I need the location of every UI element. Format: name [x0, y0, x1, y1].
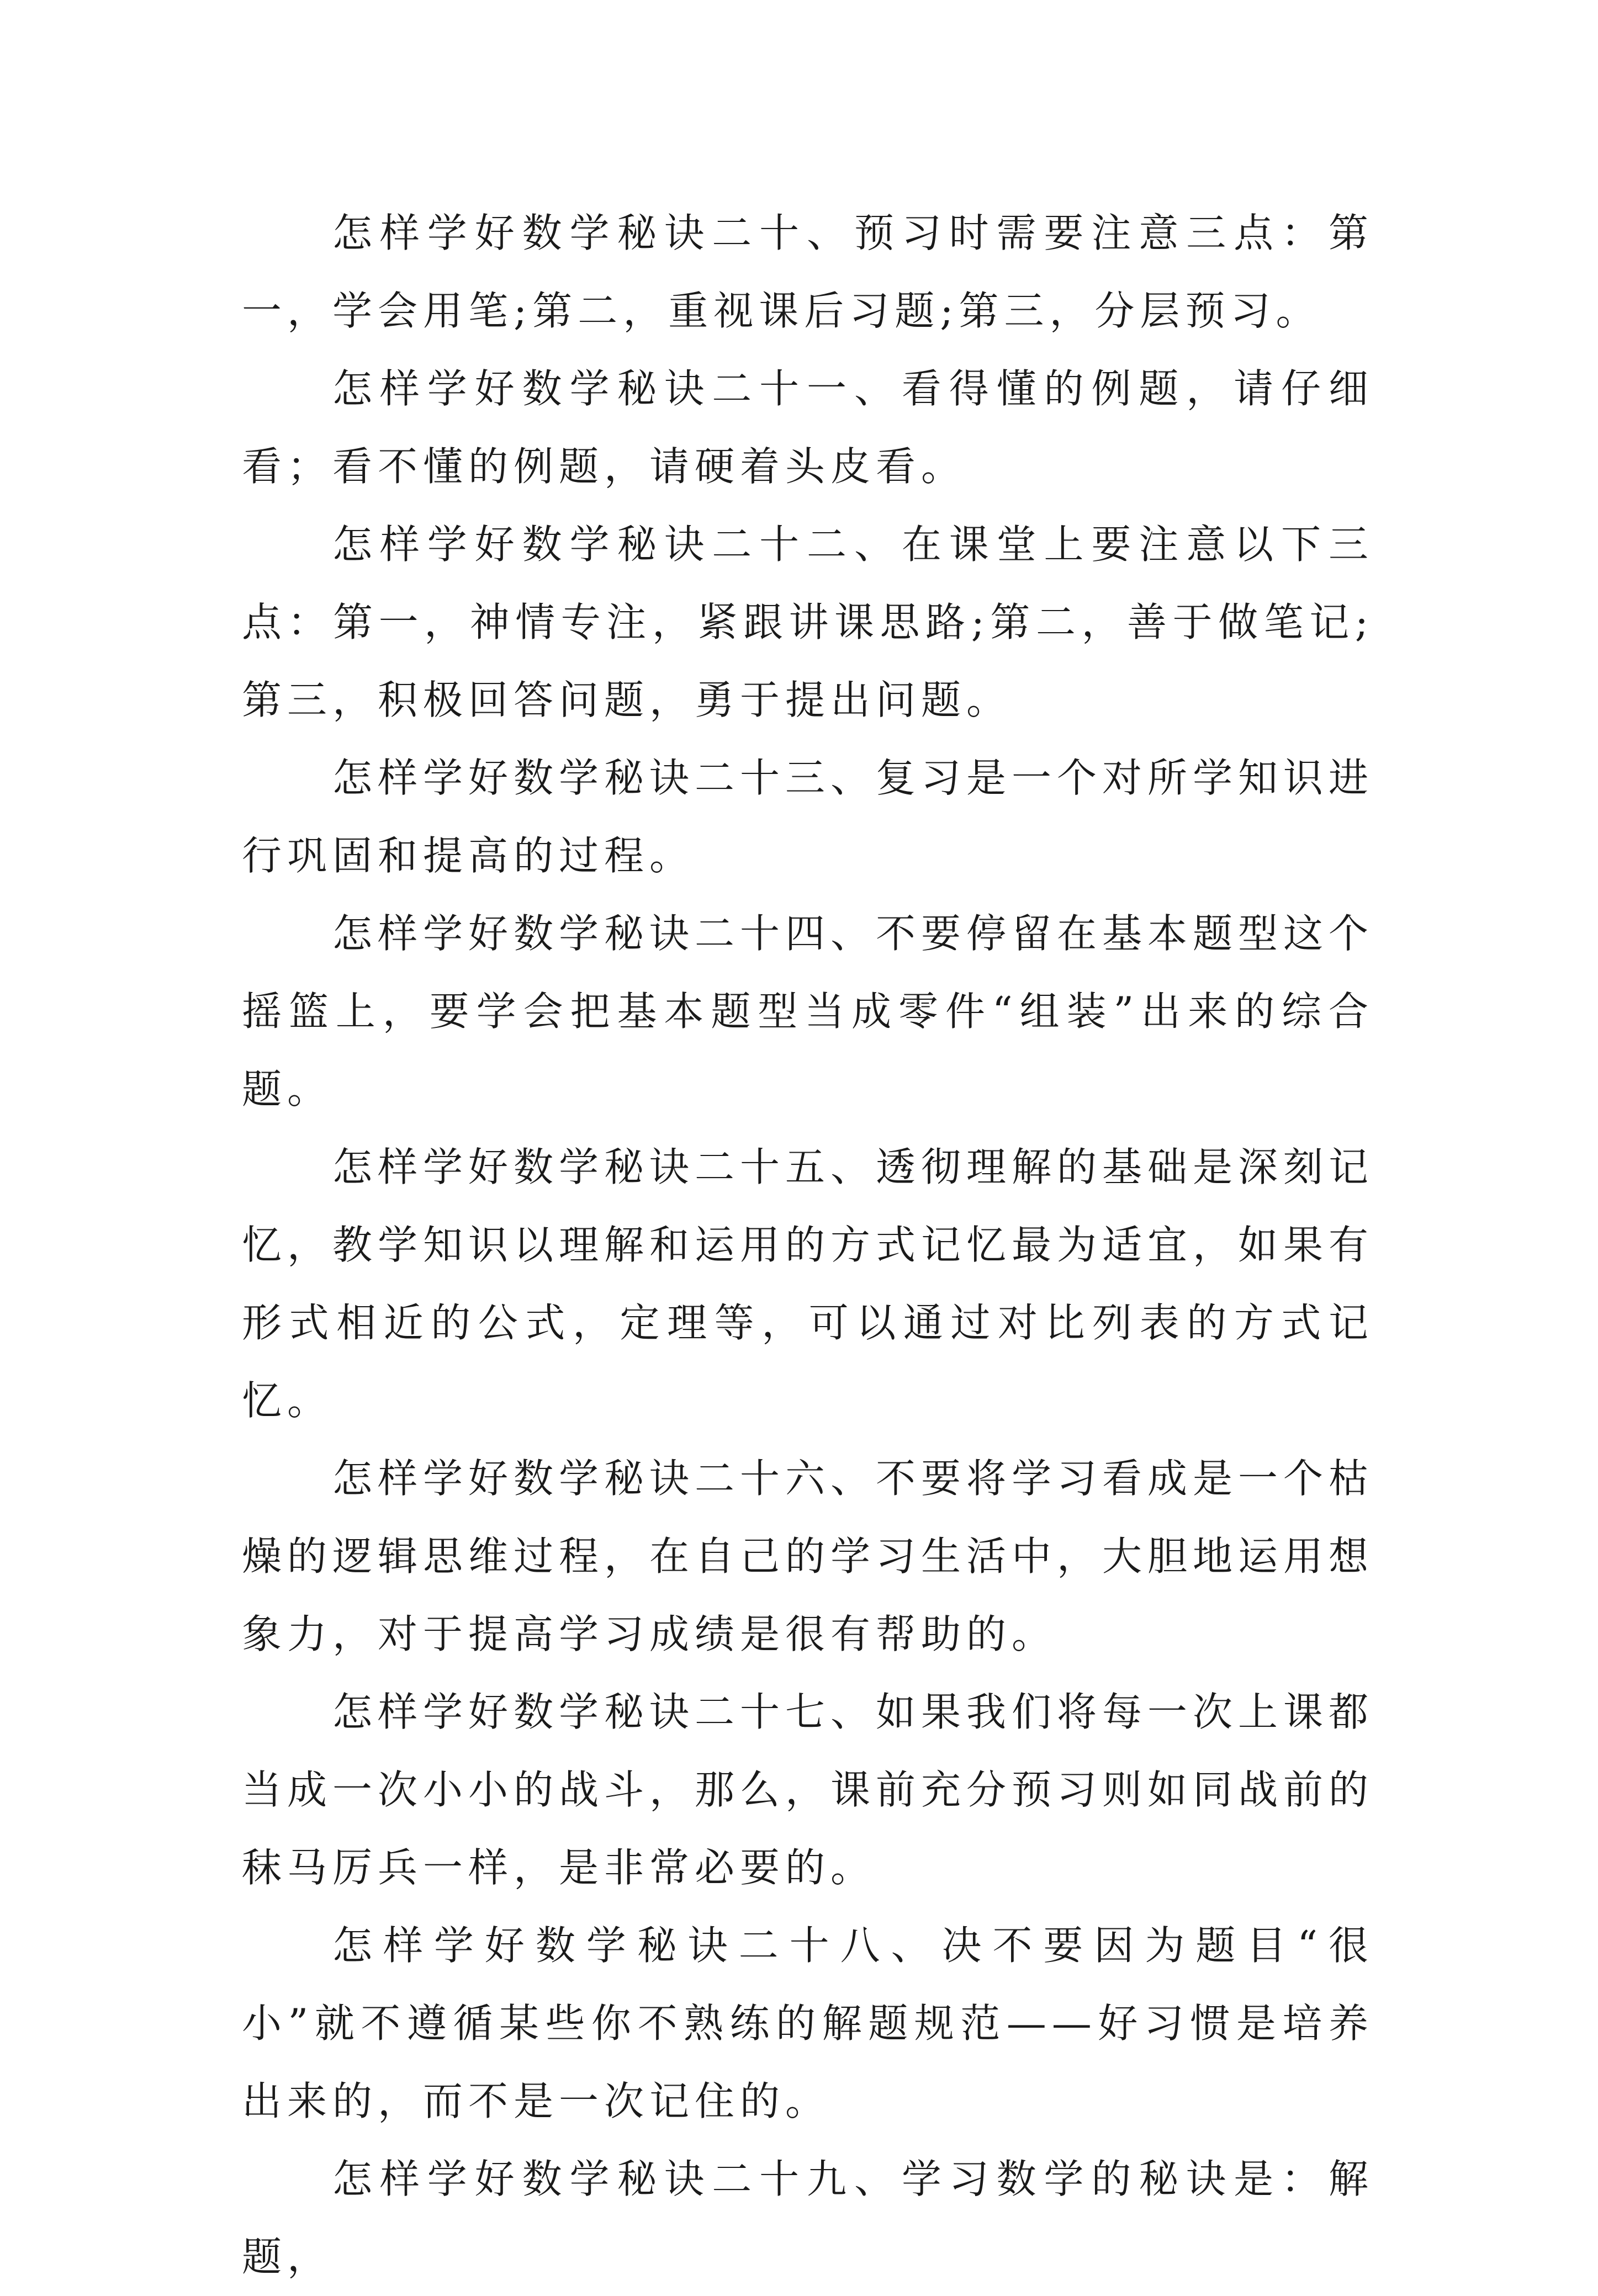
paragraph-tip-26: 怎样学好数学秘诀二十六、不要将学习看成是一个枯燥的逻辑思维过程，在自己的学习生活中，大胆地运用想象力，对于提高学习成绩是很有帮助的。: [242, 1455, 1374, 1657]
paragraph-tip-27: 怎样学好数学秘诀二十七、如果我们将每一次上课都当成一次小小的战斗，那么，课前充分预习则如同战前的秣马厉兵一样，是非常必要的。: [242, 1689, 1374, 1891]
paragraph-tip-28: 怎样学好数学秘诀二十八、决不要因为题目“很小”就不遵循某些你不熟练的解题规范——好习惯是培养出来的，而不是一次记住的。: [242, 1922, 1374, 2124]
paragraph-tip-29: 怎样学好数学秘诀二十九、学习数学的秘诀是：解题，: [242, 2156, 1374, 2280]
paragraph-tip-23: 怎样学好数学秘诀二十三、复习是一个对所学知识进行巩固和提高的过程。: [242, 755, 1374, 879]
paragraph-tip-22: 怎样学好数学秘诀二十二、在课堂上要注意以下三点：第一，神情专注，紧跟讲课思路;第二，善于做笔记;第三，积极回答问题，勇于提出问题。: [242, 521, 1374, 723]
paragraph-tip-25: 怎样学好数学秘诀二十五、透彻理解的基础是深刻记忆，教学知识以理解和运用的方式记忆最为适宜，如果有形式相近的公式，定理等，可以通过对比列表的方式记忆。: [242, 1144, 1374, 1424]
paragraph-tip-21: 怎样学好数学秘诀二十一、看得懂的例题，请仔细看；看不懂的例题，请硬着头皮看。: [242, 365, 1374, 490]
paragraph-tip-24: 怎样学好数学秘诀二十四、不要停留在基本题型这个摇篮上，要学会把基本题型当成零件“组装”出来的综合题。: [242, 910, 1374, 1112]
document-body: [242, 194, 1374, 2296]
paragraph-tip-20: 怎样学好数学秘诀二十、预习时需要注意三点：第一，学会用笔;第二，重视课后习题;第三，分层预习。: [242, 210, 1374, 334]
